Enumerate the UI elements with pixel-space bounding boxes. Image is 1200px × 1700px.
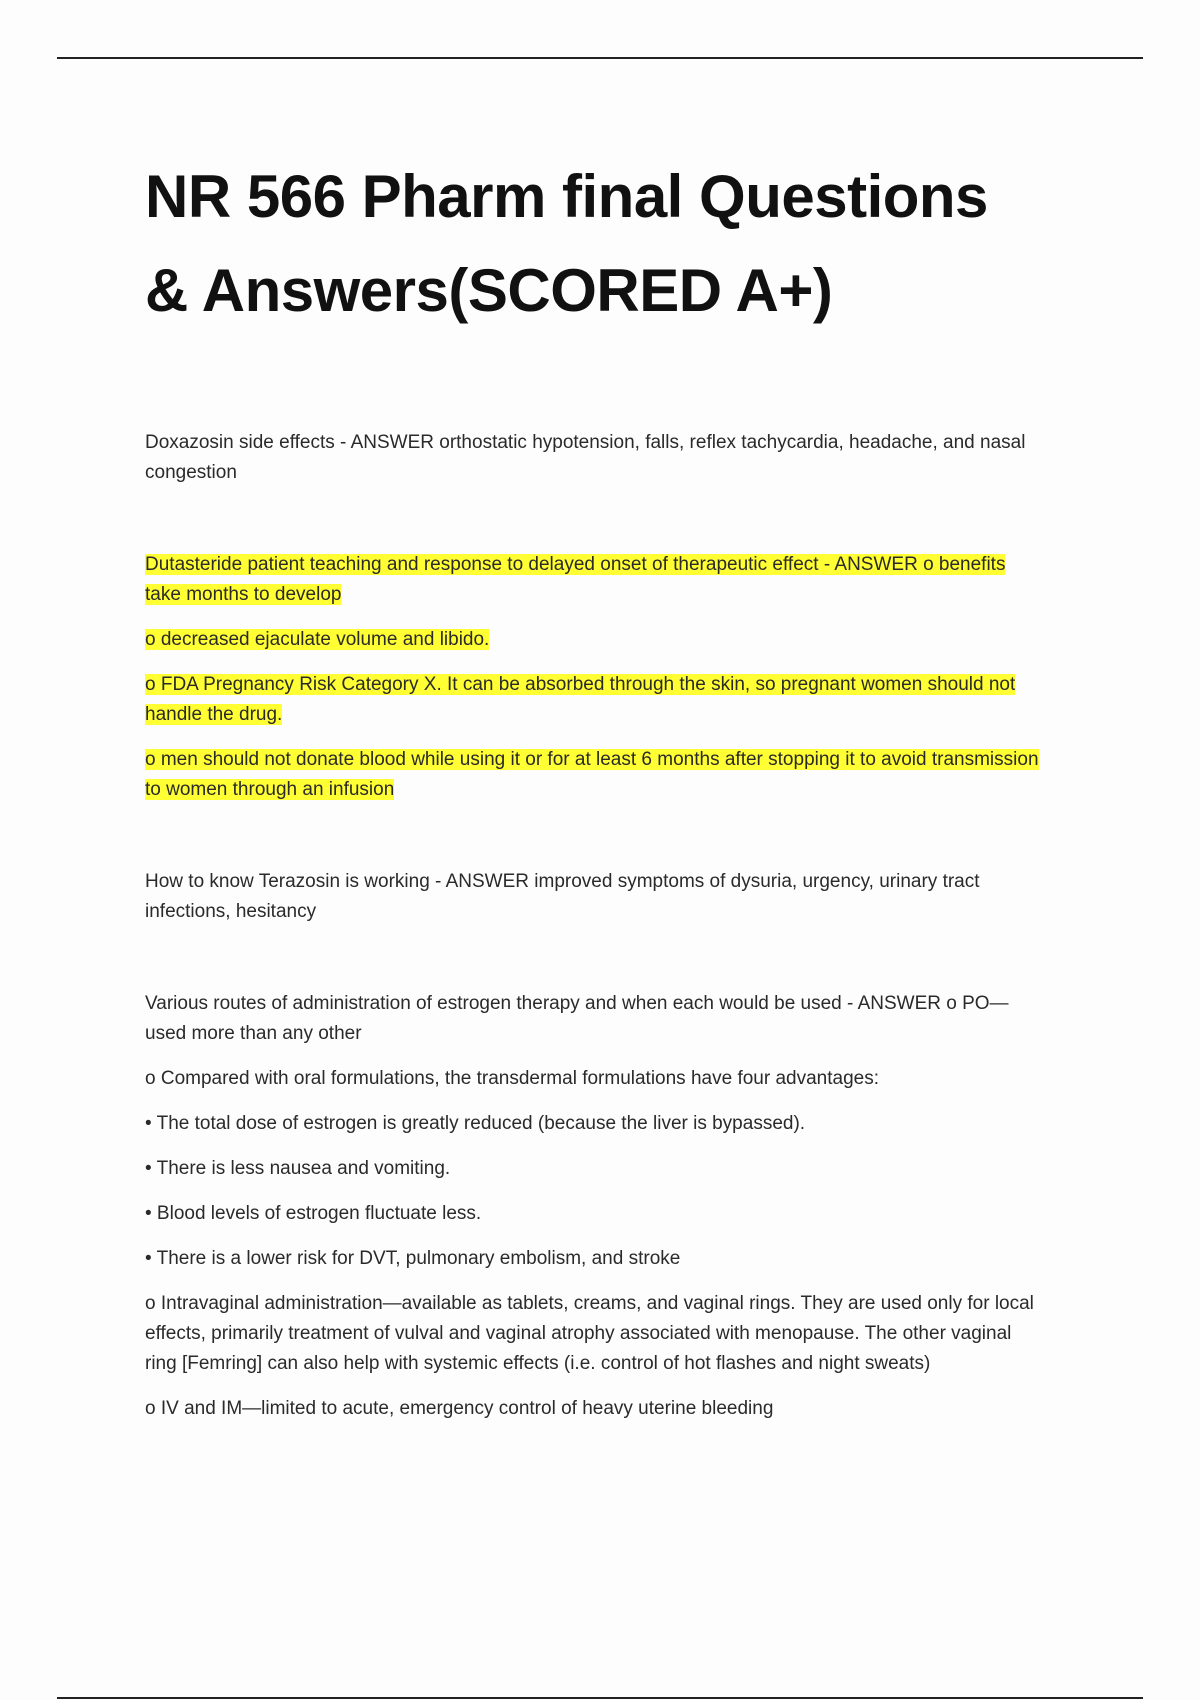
- document-content: [145, 150, 1045, 1439]
- qa-paragraph: [145, 745, 1045, 805]
- title-line-1: NR 566 Pharm final Questions: [145, 163, 988, 230]
- qa-block-estrogen-routes: [145, 989, 1045, 1424]
- qa-block-dutasteride: [145, 550, 1045, 805]
- qa-paragraph: Doxazosin side effects - ANSWER orthostatic hypotension, falls, reflex tachycardia, headache, and nasal congestion: [145, 432, 1026, 483]
- document-title: [145, 150, 1045, 338]
- qa-block-terazosin: [145, 867, 1045, 927]
- bullet-item: • The total dose of estrogen is greatly reduced (because the liver is bypassed).: [145, 1113, 806, 1134]
- highlighted-text: o men should not donate blood while using it or for at least 6 months after stopping it to avoid transmission to women through an infusion: [145, 749, 1039, 800]
- highlighted-text: o decreased ejaculate volume and libido.: [145, 629, 490, 650]
- bottom-rule: [57, 1697, 1143, 1699]
- bullet-item: • Blood levels of estrogen fluctuate less.: [145, 1203, 482, 1224]
- highlighted-text: o FDA Pregnancy Risk Category X. It can be absorbed through the skin, so pregnant women should not handle the drug.: [145, 674, 1016, 725]
- bullet-item: • There is a lower risk for DVT, pulmonary embolism, and stroke: [145, 1248, 681, 1269]
- top-rule: [57, 57, 1143, 59]
- qa-paragraph: o Intravaginal administration—available as tablets, creams, and vaginal rings. They are used only for local effects, primarily treatment of vulval and vaginal atrophy associated with menopause. The other vaginal ring [Femring] can also help with systemic effects (i.e. control of hot flashes and night sweats): [145, 1293, 1034, 1374]
- qa-paragraph: How to know Terazosin is working - ANSWER improved symptoms of dysuria, urgency, urinary tract infections, hesitancy: [145, 871, 980, 922]
- qa-paragraph: o IV and IM—limited to acute, emergency control of heavy uterine bleeding: [145, 1398, 774, 1419]
- qa-paragraph: [145, 670, 1045, 730]
- highlighted-text: Dutasteride patient teaching and response to delayed onset of therapeutic effect - ANSWER o benefits take months to develop: [145, 554, 1006, 605]
- title-line-2: & Answers(SCORED A+): [145, 257, 833, 324]
- bullet-item: • There is less nausea and vomiting.: [145, 1158, 451, 1179]
- qa-paragraph: Various routes of administration of estrogen therapy and when each would be used - ANSWER o PO—used more than any other: [145, 993, 1009, 1044]
- qa-paragraph: [145, 625, 1045, 655]
- qa-paragraph: o Compared with oral formulations, the transdermal formulations have four advantages:: [145, 1068, 879, 1089]
- qa-block-doxazosin: [145, 428, 1045, 488]
- qa-paragraph: [145, 550, 1045, 610]
